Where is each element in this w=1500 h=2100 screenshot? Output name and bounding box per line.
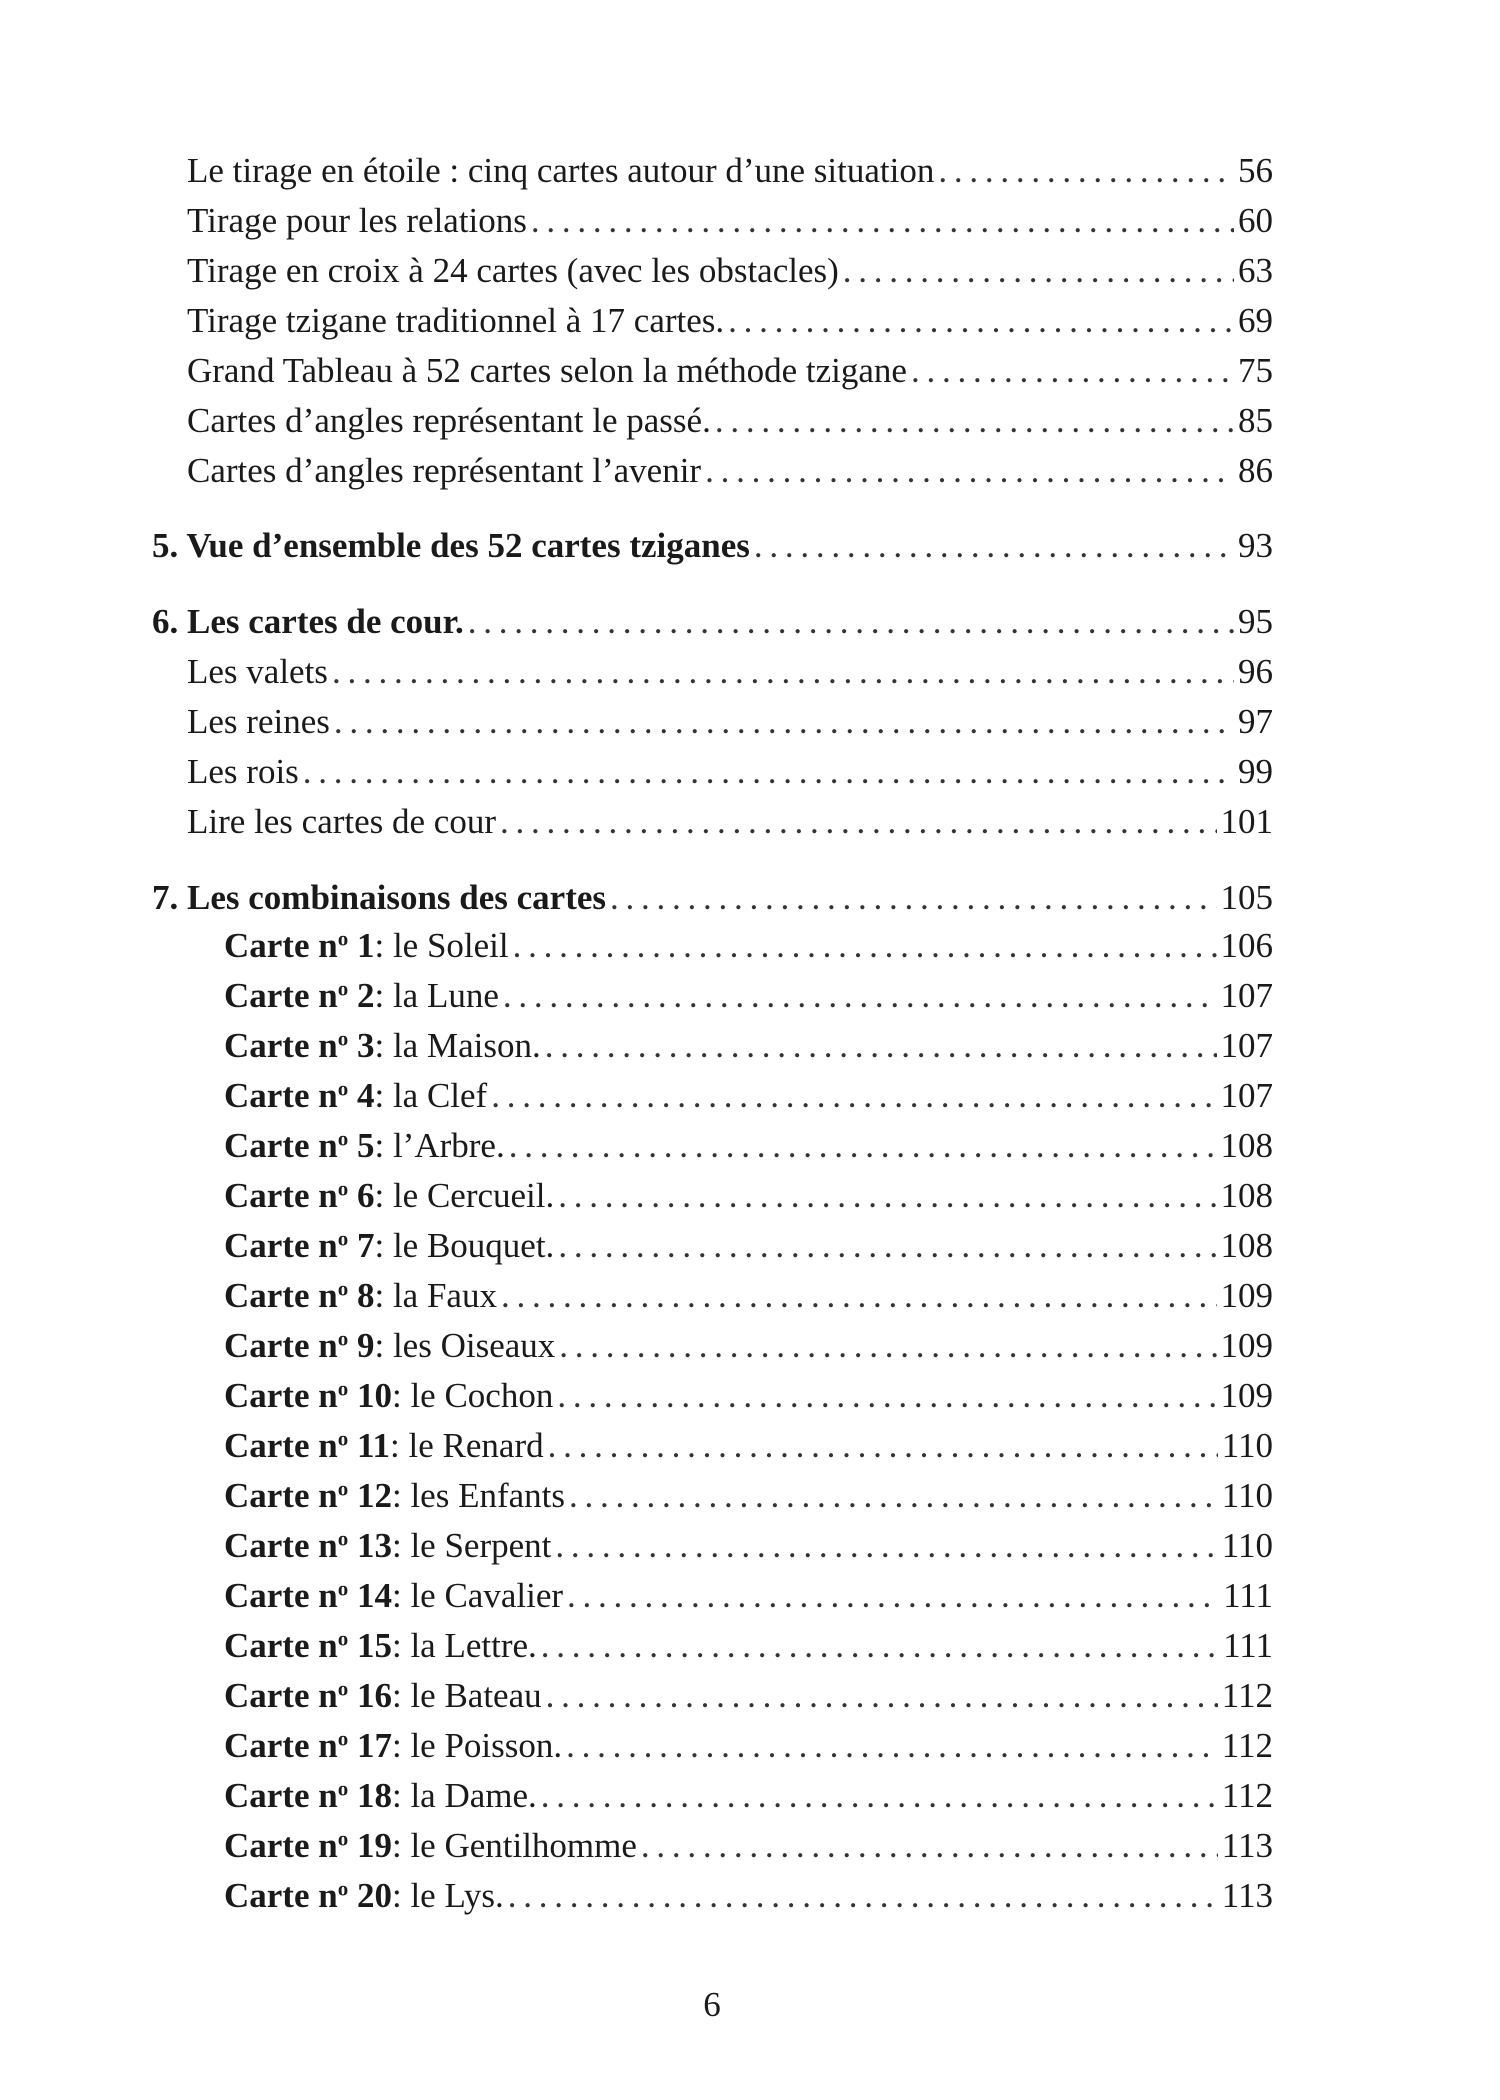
- dot-leader: [557, 1378, 1216, 1413]
- card-number-value: 17: [356, 1726, 392, 1765]
- card-label: [224, 1378, 553, 1413]
- card-page: 107: [1220, 1026, 1273, 1065]
- card-page: 112: [1221, 1776, 1273, 1815]
- card-prefix: Carte n: [224, 1476, 338, 1515]
- dot-leader: [501, 1278, 1217, 1313]
- card-number: [348, 1626, 392, 1665]
- card-number-value: 11: [356, 1426, 391, 1465]
- card-number: [348, 1026, 374, 1065]
- dot-leader: [559, 1328, 1216, 1363]
- card-label: [224, 1328, 555, 1363]
- card-prefix: Carte n: [224, 1176, 338, 1215]
- toc-entry-label: Tirage pour les relations: [187, 201, 527, 240]
- card-number-sign: o: [337, 1026, 349, 1051]
- card-number-sign: o: [337, 1376, 349, 1401]
- card-label: [224, 1678, 542, 1713]
- card-number-sign: o: [337, 1526, 349, 1551]
- card-label: [224, 1028, 541, 1063]
- toc-entry[interactable]: [187, 353, 1273, 397]
- card-name: : le Bouquet.: [374, 1226, 555, 1265]
- toc-card-entry[interactable]: [224, 1528, 1273, 1572]
- card-page: 111: [1223, 1626, 1273, 1665]
- toc-entry[interactable]: [187, 804, 1273, 848]
- dot-leader: [728, 303, 1234, 338]
- card-prefix: Carte n: [224, 1326, 338, 1365]
- toc-entry-label: Les reines: [187, 702, 330, 741]
- card-name: : le Gentilhomme: [391, 1826, 637, 1865]
- toc-card-entry[interactable]: [224, 1628, 1273, 1672]
- chapter-title: 5. Vue d’ensemble des 52 cartes tziganes: [152, 526, 750, 565]
- toc-entry-page: 63: [1238, 251, 1273, 290]
- toc-card-entry[interactable]: [224, 1828, 1273, 1872]
- card-number-sign: o: [337, 1826, 349, 1851]
- card-number-value: 13: [356, 1526, 392, 1565]
- card-label: [224, 1728, 562, 1763]
- card-name: : les Enfants: [391, 1476, 565, 1515]
- card-number: [348, 1376, 392, 1415]
- card-number: [348, 1776, 392, 1815]
- card-label: [224, 1778, 537, 1813]
- card-number-sign: o: [337, 1676, 349, 1701]
- card-name: : le Bateau: [391, 1676, 542, 1715]
- card-page: 109: [1220, 1376, 1273, 1415]
- card-number-sign: o: [337, 1226, 349, 1251]
- card-name: : la Lettre.: [391, 1626, 537, 1665]
- card-number-sign: o: [337, 976, 349, 1001]
- card-page: 108: [1220, 1226, 1273, 1265]
- card-number-sign: o: [337, 1326, 349, 1351]
- chapter-title: 7. Les combinaisons des cartes: [152, 878, 607, 917]
- card-prefix: Carte n: [224, 1076, 338, 1115]
- card-label: [224, 1428, 544, 1463]
- toc-card-entry[interactable]: [224, 1028, 1273, 1072]
- dot-leader: [843, 253, 1234, 288]
- chapter-page: 93: [1238, 526, 1273, 565]
- toc-card-entry[interactable]: [224, 978, 1273, 1022]
- dot-leader: [503, 978, 1217, 1013]
- toc-card-entry[interactable]: [224, 1578, 1273, 1622]
- card-page: 112: [1221, 1726, 1273, 1765]
- card-number: [348, 1176, 374, 1215]
- card-name: : le Cercueil.: [374, 1176, 555, 1215]
- card-page: 110: [1221, 1426, 1273, 1465]
- toc-chapter-6[interactable]: [152, 604, 1273, 648]
- toc-card-entry[interactable]: [224, 1378, 1273, 1422]
- card-number-sign: o: [337, 1776, 349, 1801]
- toc-entry-label: Le tirage en étoile : cinq cartes autour d’une situation: [187, 151, 935, 190]
- card-number-value: 3: [356, 1026, 375, 1065]
- card-page: 113: [1221, 1876, 1273, 1915]
- card-number: [348, 1576, 392, 1615]
- dot-leader: [911, 353, 1234, 388]
- dot-leader: [555, 1528, 1217, 1563]
- card-number-value: 12: [356, 1476, 392, 1515]
- card-number: [348, 1076, 374, 1115]
- card-page: 109: [1220, 1276, 1273, 1315]
- card-prefix: Carte n: [224, 1776, 338, 1815]
- toc-card-entry[interactable]: [224, 1678, 1273, 1722]
- card-number-value: 14: [356, 1576, 392, 1615]
- card-number: [348, 926, 374, 965]
- card-name: : le Renard: [390, 1426, 544, 1465]
- card-number-sign: o: [337, 1876, 349, 1901]
- card-label: [224, 1128, 505, 1163]
- card-number-sign: o: [337, 1276, 349, 1301]
- card-number-sign: o: [337, 1126, 349, 1151]
- dot-leader: [938, 153, 1234, 188]
- card-prefix: Carte n: [224, 1126, 338, 1165]
- card-label: [224, 1628, 537, 1663]
- dot-leader: [569, 1478, 1218, 1513]
- toc-card-entry[interactable]: [224, 928, 1273, 972]
- toc-entry[interactable]: [187, 203, 1273, 247]
- toc-entry[interactable]: [187, 453, 1273, 497]
- dot-leader: [610, 880, 1216, 915]
- card-label: [224, 1278, 497, 1313]
- toc-chapter-7[interactable]: [152, 880, 1273, 924]
- card-number-value: 10: [356, 1376, 392, 1415]
- card-number: [348, 1126, 374, 1165]
- card-label: [224, 1178, 554, 1213]
- dot-leader: [545, 1028, 1217, 1063]
- card-prefix: Carte n: [224, 1726, 338, 1765]
- toc-card-entry[interactable]: [224, 1128, 1273, 1172]
- toc-entry[interactable]: [187, 153, 1273, 197]
- toc-entry[interactable]: [187, 654, 1273, 698]
- toc-entry-label: Cartes d’angles représentant l’avenir: [187, 451, 702, 490]
- card-prefix: Carte n: [224, 1426, 338, 1465]
- card-prefix: Carte n: [224, 1876, 338, 1915]
- card-number: [348, 976, 374, 1015]
- card-page: 113: [1221, 1826, 1273, 1865]
- card-name: : le Serpent: [391, 1526, 552, 1565]
- toc-chapter-5[interactable]: [152, 528, 1273, 572]
- card-prefix: Carte n: [224, 1276, 338, 1315]
- card-label: [224, 1478, 565, 1513]
- card-prefix: Carte n: [224, 1826, 338, 1865]
- card-name: : le Cochon: [391, 1376, 554, 1415]
- toc-entry-page: 86: [1238, 451, 1273, 490]
- card-page: 107: [1220, 1076, 1273, 1115]
- chapter-title: 6. Les cartes de cour.: [152, 602, 464, 641]
- dot-leader: [468, 604, 1234, 639]
- toc-entry-page: 97: [1238, 702, 1273, 741]
- card-number-value: 18: [356, 1776, 392, 1815]
- dot-leader: [641, 1828, 1218, 1863]
- card-number-value: 20: [356, 1876, 392, 1915]
- card-number-sign: o: [337, 1576, 349, 1601]
- toc-entry[interactable]: [187, 253, 1273, 297]
- card-label: [224, 1528, 551, 1563]
- chapter-page: 105: [1220, 878, 1273, 917]
- card-number-value: 19: [356, 1826, 392, 1865]
- card-number-sign: o: [337, 1626, 349, 1651]
- toc-entry[interactable]: [187, 704, 1273, 748]
- card-prefix: Carte n: [224, 1526, 338, 1565]
- card-number-sign: o: [337, 1176, 349, 1201]
- toc-entry-label: Cartes d’angles représentant le passé.: [187, 401, 711, 440]
- card-number: [348, 1676, 392, 1715]
- card-prefix: Carte n: [224, 976, 338, 1015]
- card-number: [348, 1526, 392, 1565]
- card-number-value: 8: [356, 1276, 375, 1315]
- card-number-value: 9: [356, 1326, 375, 1365]
- toc-entry-page: 69: [1238, 301, 1273, 340]
- dot-leader: [303, 754, 1234, 789]
- toc-entry-page: 75: [1238, 351, 1273, 390]
- toc-card-entry[interactable]: [224, 1178, 1273, 1222]
- card-name: : la Dame.: [391, 1776, 537, 1815]
- card-name: : la Clef: [374, 1076, 488, 1115]
- card-number-sign: o: [337, 1476, 349, 1501]
- dot-leader: [705, 453, 1234, 488]
- card-page: 107: [1220, 976, 1273, 1015]
- toc-entry-page: 60: [1238, 201, 1273, 240]
- dot-leader: [558, 1228, 1216, 1263]
- dot-leader: [541, 1778, 1218, 1813]
- toc-entry[interactable]: [187, 754, 1273, 798]
- toc-card-entry[interactable]: [224, 1278, 1273, 1322]
- card-name: : la Lune: [374, 976, 499, 1015]
- toc-card-entry[interactable]: [224, 1478, 1273, 1522]
- dot-leader: [508, 1878, 1218, 1913]
- toc-card-entry[interactable]: [224, 1428, 1273, 1472]
- toc-card-entry[interactable]: [224, 1728, 1273, 1772]
- card-label: [224, 1878, 504, 1913]
- card-name: : le Poisson.: [391, 1726, 563, 1765]
- toc-entry[interactable]: [187, 303, 1273, 347]
- toc-entry-label: Lire les cartes de cour: [187, 802, 497, 841]
- card-name: : le Cavalier: [391, 1576, 564, 1615]
- card-number-value: 15: [356, 1626, 392, 1665]
- card-number: [348, 1426, 390, 1465]
- card-number: [348, 1276, 374, 1315]
- toc-entry-label: Grand Tableau à 52 cartes selon la méthode tzigane: [187, 351, 907, 390]
- dot-leader: [541, 1628, 1219, 1663]
- card-page: 110: [1221, 1476, 1273, 1515]
- card-prefix: Carte n: [224, 926, 338, 965]
- toc-entry-page: 96: [1238, 652, 1273, 691]
- card-page: 108: [1220, 1176, 1273, 1215]
- card-prefix: Carte n: [224, 1376, 338, 1415]
- card-label: [224, 1078, 487, 1113]
- card-prefix: Carte n: [224, 1226, 338, 1265]
- page-number: 6: [703, 1985, 721, 2024]
- card-number-value: 7: [356, 1226, 375, 1265]
- dot-leader: [558, 1178, 1216, 1213]
- card-number-sign: o: [337, 1076, 349, 1101]
- card-page: 111: [1223, 1576, 1273, 1615]
- card-number: [348, 1876, 392, 1915]
- card-number: [348, 1476, 392, 1515]
- card-prefix: Carte n: [224, 1026, 338, 1065]
- card-prefix: Carte n: [224, 1576, 338, 1615]
- toc-entry-label: Les valets: [187, 652, 328, 691]
- card-number: [348, 1326, 374, 1365]
- card-name: : l’Arbre.: [374, 1126, 505, 1165]
- dot-leader: [500, 804, 1216, 839]
- card-label: [224, 1828, 637, 1863]
- card-number: [348, 1826, 392, 1865]
- toc-card-entry[interactable]: [224, 1228, 1273, 1272]
- card-label: [224, 978, 499, 1013]
- card-page: 108: [1220, 1126, 1273, 1165]
- card-number-value: 4: [356, 1076, 375, 1115]
- toc-card-entry[interactable]: [224, 1328, 1273, 1372]
- card-prefix: Carte n: [224, 1676, 338, 1715]
- dot-leader: [567, 1578, 1219, 1613]
- dot-leader: [531, 203, 1234, 238]
- card-label: [224, 1578, 563, 1613]
- toc-entry-page: 56: [1238, 151, 1273, 190]
- toc-entry-label: Tirage en croix à 24 cartes (avec les obstacles): [187, 251, 839, 290]
- card-page: 112: [1221, 1676, 1273, 1715]
- card-name: : les Oiseaux: [374, 1326, 556, 1365]
- dot-leader: [334, 704, 1234, 739]
- chapter-page: 95: [1238, 602, 1273, 641]
- toc-entry-label: Les rois: [187, 752, 299, 791]
- card-name: : la Faux: [374, 1276, 497, 1315]
- toc-entry-page: 85: [1238, 401, 1273, 440]
- card-page: 109: [1220, 1326, 1273, 1365]
- card-number-sign: o: [337, 1726, 349, 1751]
- dot-leader: [546, 1678, 1218, 1713]
- card-number-value: 16: [356, 1676, 392, 1715]
- card-number-value: 2: [356, 976, 375, 1015]
- card-number-value: 5: [356, 1126, 375, 1165]
- card-number: [348, 1726, 392, 1765]
- toc-card-entry[interactable]: [224, 1878, 1273, 1922]
- card-number-value: 1: [356, 926, 375, 965]
- card-prefix: Carte n: [224, 1626, 338, 1665]
- card-number: [348, 1226, 374, 1265]
- card-name: : le Lys.: [391, 1876, 504, 1915]
- card-number-sign: o: [337, 926, 349, 951]
- card-label: [224, 928, 509, 963]
- card-label: [224, 1228, 554, 1263]
- toc-entry-label: Tirage tzigane traditionnel à 17 cartes.: [187, 301, 725, 340]
- dot-leader: [491, 1078, 1216, 1113]
- card-page: 106: [1220, 926, 1273, 965]
- dot-leader: [715, 403, 1234, 438]
- toc-entry[interactable]: [187, 403, 1273, 447]
- toc-card-entry[interactable]: [224, 1078, 1273, 1122]
- toc-entry-page: 99: [1238, 752, 1273, 791]
- card-page: 110: [1221, 1526, 1273, 1565]
- toc-card-entry[interactable]: [224, 1778, 1273, 1822]
- dot-leader: [566, 1728, 1218, 1763]
- card-number-value: 6: [356, 1176, 375, 1215]
- dot-leader: [509, 1128, 1217, 1163]
- card-name: : la Maison.: [374, 1026, 541, 1065]
- toc-entry-page: 101: [1220, 802, 1273, 841]
- dot-leader: [332, 654, 1234, 689]
- dot-leader: [513, 928, 1217, 963]
- card-name: : le Soleil: [374, 926, 509, 965]
- card-number-sign: o: [337, 1426, 349, 1451]
- dot-leader: [754, 528, 1234, 563]
- dot-leader: [548, 1428, 1218, 1463]
